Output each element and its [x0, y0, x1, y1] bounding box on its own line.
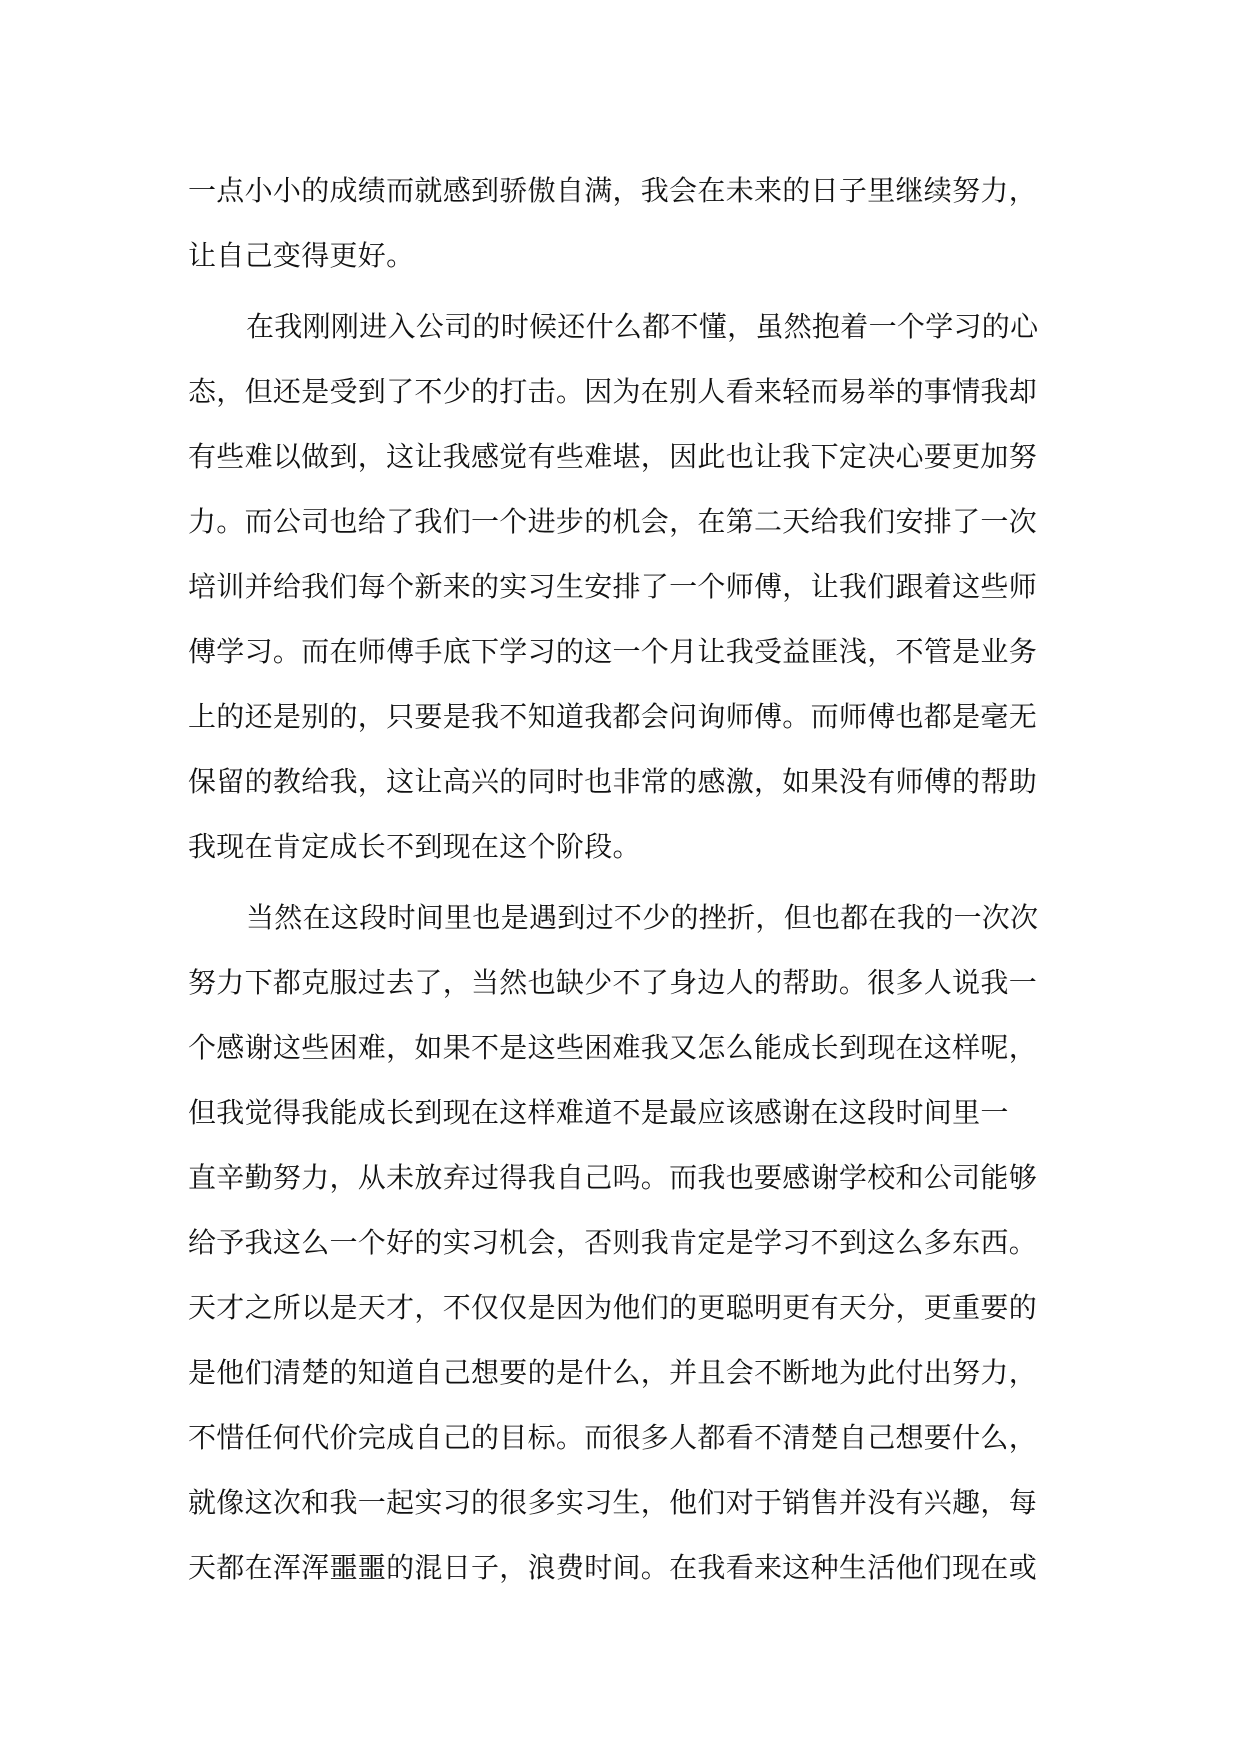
text-line: 在我刚刚进入公司的时候还什么都不懂，虽然抱着一个学习的心: [246, 310, 1039, 343]
text-line: 个感谢这些困难，如果不是这些困难我又怎么能成长到现在这样呢，: [188, 1031, 1038, 1064]
text-line: 但我觉得我能成长到现在这样难道不是最应该感谢在这段时间里一: [188, 1096, 1009, 1129]
text-line: 努力下都克服过去了，当然也缺少不了身边人的帮助。很多人说我一: [188, 966, 1038, 999]
text-line: 一点小小的成绩而就感到骄傲自满，我会在未来的日子里继续努力，: [188, 174, 1038, 207]
text-line: 力。而公司也给了我们一个进步的机会，在第二天给我们安排了一次: [188, 505, 1038, 538]
text-line: 态，但还是受到了不少的打击。因为在别人看来轻而易举的事情我却: [188, 375, 1038, 408]
document-body: [188, 158, 1058, 1600]
text-line: 不惜任何代价完成自己的目标。而很多人都看不清楚自己想要什么，: [188, 1421, 1038, 1454]
text-line: 培训并给我们每个新来的实习生安排了一个师傅，让我们跟着这些师: [188, 570, 1038, 603]
text-line: 天才之所以是天才，不仅仅是因为他们的更聪明更有天分，更重要的: [188, 1291, 1038, 1324]
text-line: 就像这次和我一起实习的很多实习生，他们对于销售并没有兴趣，每: [188, 1486, 1038, 1519]
text-line: 直辛勤努力，从未放弃过得我自己吗。而我也要感谢学校和公司能够: [188, 1161, 1038, 1194]
text-line: 有些难以做到，这让我感觉有些难堪，因此也让我下定决心要更加努: [188, 440, 1038, 473]
text-line: 给予我这么一个好的实习机会，否则我肯定是学习不到这么多东西。: [188, 1226, 1038, 1259]
text-line: 上的还是别的，只要是我不知道我都会问询师傅。而师傅也都是毫无: [188, 700, 1038, 733]
text-line: 天都在浑浑噩噩的混日子，浪费时间。在我看来这种生活他们现在或: [188, 1551, 1038, 1584]
text-line: 让自己变得更好。: [188, 239, 415, 272]
text-line: 保留的教给我，这让高兴的同时也非常的感激，如果没有师傅的帮助: [188, 765, 1038, 798]
text-line: 傅学习。而在师傅手底下学习的这一个月让我受益匪浅，不管是业务: [188, 635, 1038, 668]
text-line: 当然在这段时间里也是遇到过不少的挫折，但也都在我的一次次: [246, 901, 1039, 934]
text-line: 是他们清楚的知道自己想要的是什么，并且会不断地为此付出努力，: [188, 1356, 1038, 1389]
text-line: 我现在肯定成长不到现在这个阶段。: [188, 830, 641, 863]
